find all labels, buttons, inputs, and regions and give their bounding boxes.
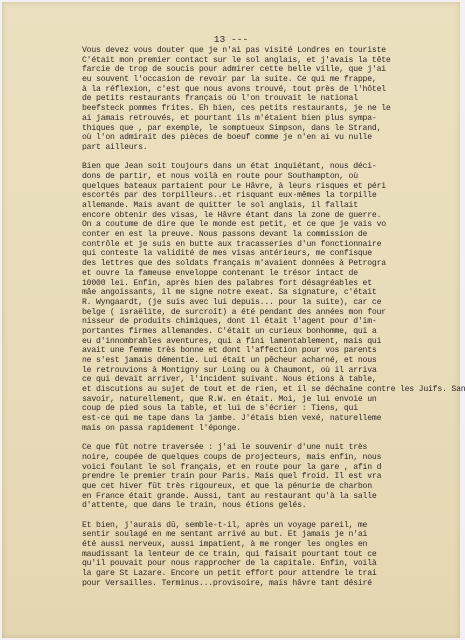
text-line: ne s'est jamais démentie. Lui était un pêcheur acharné, et nous	[82, 356, 377, 365]
text-line: avait une femme très bonne et dont l'affection pour vos parents	[82, 346, 377, 356]
text-line: qu'il pouvait pour nous rapprocher de la capitale. Enfin, voilà	[82, 559, 377, 569]
text-line: pour Versailles. Terminus...provisoire, mais hâvre tant désiré	[82, 578, 372, 588]
paragraph-gap	[82, 434, 458, 444]
text-line: est-ce qui me tape dans la jambe. J'étais bien vexé, naturelleme	[82, 414, 382, 424]
text-line: le retrouvions à Montigny sur Loing ou à Chaumont, où il arriva	[82, 365, 377, 375]
text-line: été aussi nerveux, aussi impatient, à me ronger les ongles en	[82, 540, 368, 550]
text-line: savoir, naturellement, que R.W. en était. Moi, je lui envoie un	[82, 394, 377, 404]
paragraph-gap	[82, 153, 458, 163]
text-line: sentir soulagé en me sentant arrivé au but. Et jamais je n'ai	[82, 530, 368, 540]
text-line: nisseur de produits chimiques, dont il était l'agent pour d'im-	[82, 317, 377, 327]
text-line: Ce que fût notre traversée : j'ai le souvenir d'une nuit très	[82, 443, 368, 453]
body-text	[82, 46, 465, 589]
text-line: prendre le premier train pour Paris. Mais quel froid. Il est vra	[82, 472, 382, 482]
text-line: et ouvre la fameuse enveloppe contenant le trésor intact de	[82, 268, 358, 278]
text-line: escortés par des torpilleurs..et risquant eux-mêmes la torpille	[82, 191, 377, 201]
text-line: mais on passa rapidement l'éponge.	[82, 423, 241, 433]
paragraph	[82, 162, 465, 433]
text-line: d'attente, que dans le train, nous étions gelés.	[82, 501, 307, 511]
text-line: noire, coupée de quelques coups de projecteurs, mais enfin, nous	[82, 452, 382, 462]
text-line: qui conteste la validité de mes visas antérieurs, me confisque	[82, 249, 372, 259]
text-line: ce qui devait arriver, l'incident suivant. Nous étions à table,	[82, 375, 377, 385]
page-number: 13 ---	[213, 34, 249, 45]
text-line: coup de pied sous la table, et lui de s'écrier : Tiens, qui	[82, 404, 358, 414]
text-line: On a coutume de dire que le monde est petit, et ce que je vais vo	[82, 220, 386, 230]
text-line: farcie de trop de soucis pour admirer cette belle ville, que j'ai	[82, 65, 386, 75]
text-line: en France était grande. Aussi, tant au restaurant qu'à la salle	[82, 491, 377, 501]
paragraph-gap	[82, 511, 458, 521]
text-line: Et bien, j'aurais dû, semble-t-il, après un voyage pareil, me	[82, 520, 368, 530]
text-line: où l'on admirait des pièces de boeuf comme je n'en ai vu nulle	[82, 133, 372, 143]
typewritten-page	[2, 2, 465, 638]
paragraph	[82, 443, 458, 511]
text-line: eu d'innombrables aventures, qui a fini lamentablement, mais qui	[82, 336, 382, 346]
text-line: allemande. Mais avant de quitter le sol anglais, il fallait	[82, 201, 358, 210]
text-line: quelques bateaux partaient pour Le Hâvre, à leurs risques et péri	[82, 181, 386, 191]
text-line: eu souvent l'occasion de revoir par la suite. Ce qui me frappe,	[82, 75, 377, 85]
text-line: à la réflexion, c'est que nous avons trouvé, tout près de l'hôtel	[82, 84, 386, 94]
text-line: que cet hiver fût très rigoureux, et que la pénurie de charbon	[82, 481, 372, 491]
text-line: de petits restaurants français où l'on trouvait le national	[82, 94, 358, 104]
text-line: encore obtenir des visas, le Hâvre étant dans la zone de guerre.	[82, 210, 382, 220]
text-line: portantes firmes allemandes. C'était un curieux bonhomme, qui a	[82, 326, 377, 336]
text-line: thiques que , par exemple, le somptueux Simpson, dans le Strand,	[82, 123, 382, 133]
text-line: belge ( israëlite, de surcroît) a été pendant des années mon four	[82, 307, 386, 317]
text-line: part ailleurs.	[82, 142, 148, 152]
text-line: R. Wyngaardt, (je suis avec lui depuis... pour la suite), car ce	[82, 297, 382, 307]
text-line: des lettres que des soldats français m'avaient données à Petrogra	[82, 259, 386, 269]
text-line: ai jamais retrouvés, et pourtant ils m'étaient bien plus sympa-	[82, 113, 377, 123]
text-line: 10000 lei. Enfin, après bien des palabres fort désagréables et	[82, 278, 372, 288]
text-line: contrôle et je suis en butte aux tracasseries d'un fonctionnaire	[82, 239, 382, 249]
text-line: Bien que Jean soit toujours dans un état inquiétant, nous déci-	[82, 162, 377, 172]
text-line: conter en est la preuve. Nous passons devant la commission de	[82, 230, 368, 240]
text-line: maudissant la lenteur de ce train, qui faisait pourtant tout ce	[82, 549, 377, 559]
paragraph	[82, 521, 458, 589]
text-line: C'était mon premier contact sur le sol anglais, et j'avais la tête	[82, 55, 391, 65]
text-line: Vous devez vous douter que je n'ai pas visité Londres en touriste	[82, 46, 386, 55]
text-line: dons de partir, et nous voilà en route pour Southampton, où	[82, 171, 358, 181]
text-line: mâe angoissants, il me signe notre exeat. Sa signature, c'était	[82, 288, 377, 298]
text-line: voici foulant le sol français, et en route pour la gare , afin d	[82, 462, 382, 472]
paragraph	[82, 46, 458, 153]
text-line: et discutions au sujet de tout et de rien, et il se déchaîne contre les Juifs. San	[82, 385, 465, 395]
text-line: la gare St Lazare. Encore un petit effort pour attendre le trai	[82, 569, 377, 579]
text-line: beefsteck pommes frites. Eh bien, ces petits restaurants, je ne le	[82, 104, 391, 114]
